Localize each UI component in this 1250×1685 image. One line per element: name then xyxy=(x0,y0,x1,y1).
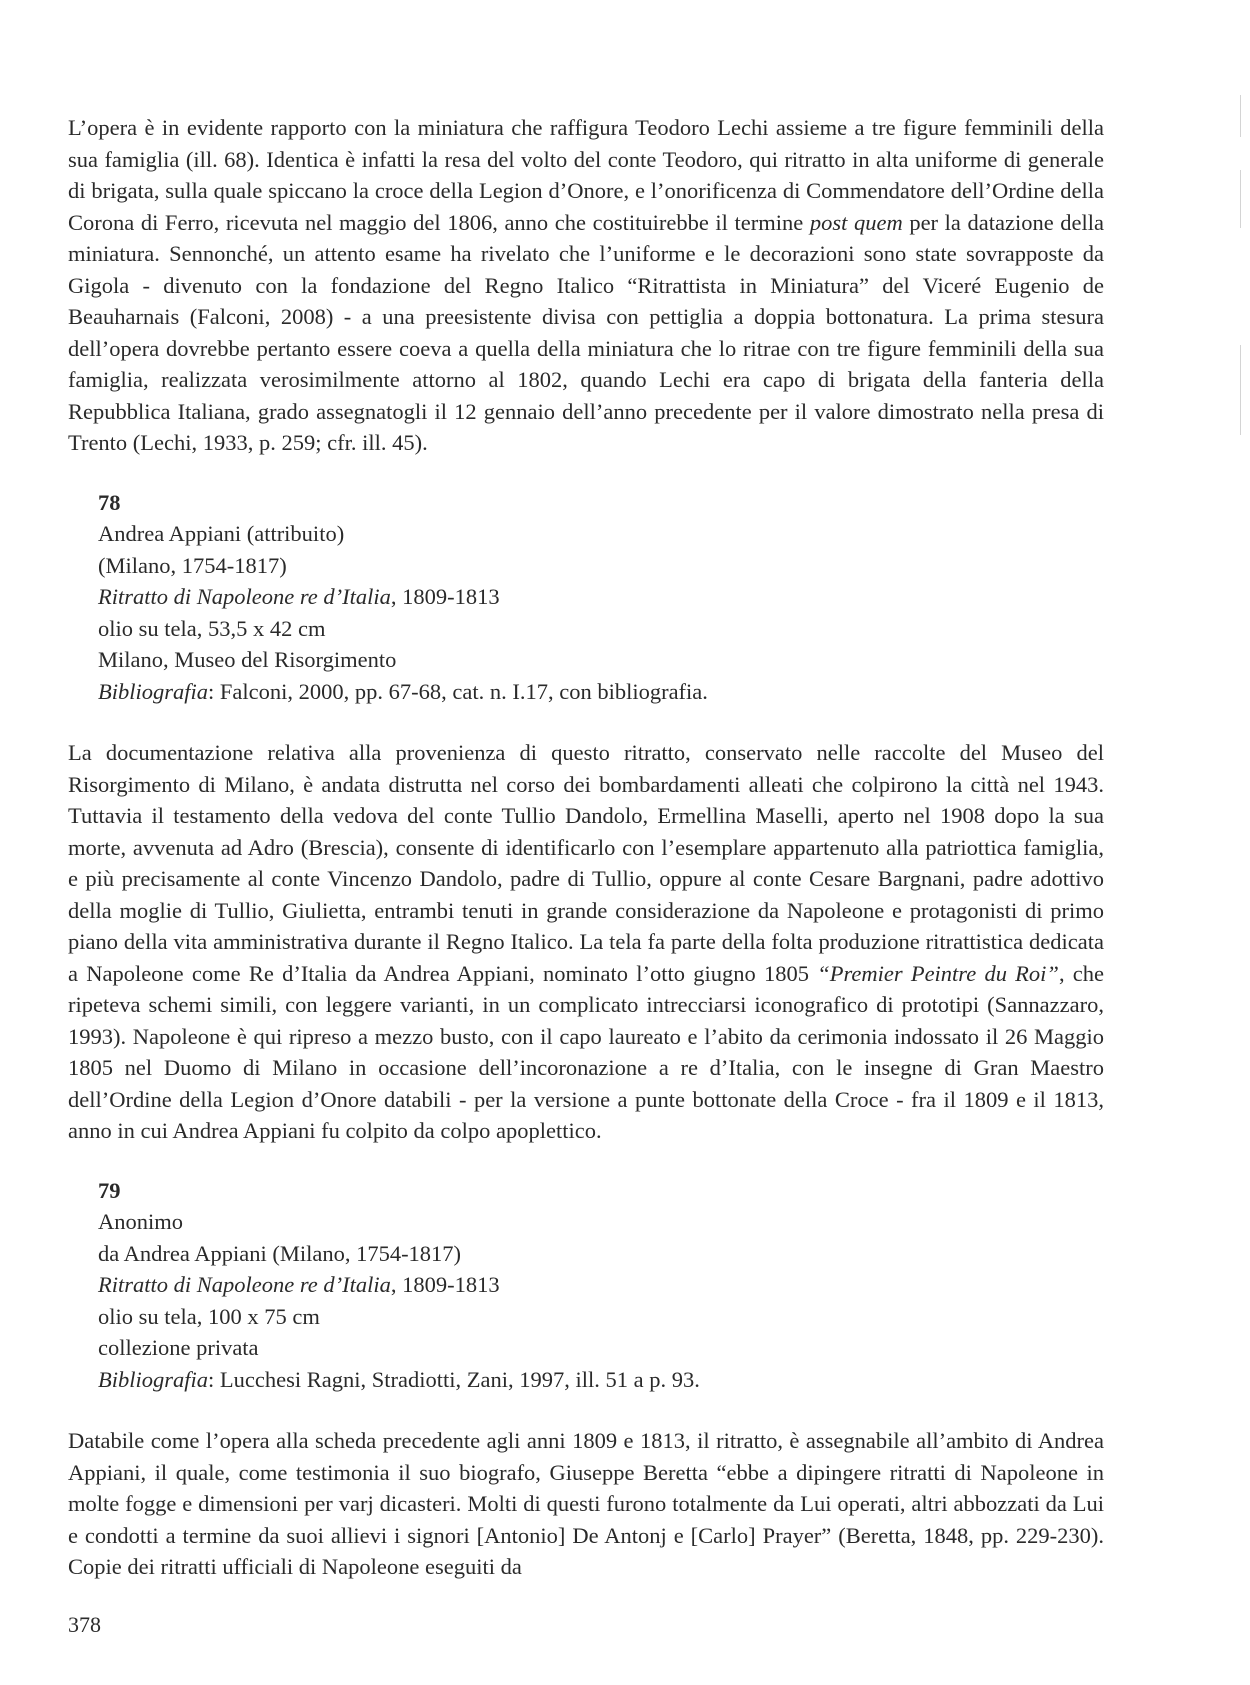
entry-bibliography-text: : Falconi, 2000, pp. 67-68, cat. n. I.17, con bibliografia. xyxy=(208,678,708,704)
paragraph-78-italic: “Premier Peintre du Roi” xyxy=(817,960,1059,986)
entry-location: collezione privata xyxy=(98,1335,259,1360)
catalogue-entry-79 xyxy=(98,1175,1104,1396)
entry-title-italic: Ritratto di Napoleone re d’Italia xyxy=(98,584,391,609)
scan-edge-mark xyxy=(1240,170,1241,228)
entry-bibliography-label: Bibliografia xyxy=(98,1366,209,1392)
scan-edge-mark xyxy=(1240,95,1241,137)
paragraph-79-commentary: Databile come l’opera alla scheda precedente agli anni 1809 e 1813, il ritratto, è assegnabile all’ambito di Andrea Appiani, il quale, come testimonia il suo biografo, Giuseppe Beretta “ebbe a dipingere ritratti di Napoleone in molte fogge e dimensioni per varj dicasteri. Molti di questi furono totalmente da Lui operati, altri abbozzati da Lui e condotti a termine da suoi allievi i signori [Antonio] De Antonj e [Carlo] Prayer” (Beretta, 1848, pp. 229-230). Copie dei ritratti ufficiali di Napoleone eseguiti da xyxy=(68,1428,1104,1579)
paragraph-intro-italic: post quem xyxy=(809,209,903,235)
catalogue-entry-78 xyxy=(98,487,1104,708)
page-body xyxy=(68,112,1104,1583)
entry-title xyxy=(98,1269,1104,1301)
entry-bibliography-label: Bibliografia xyxy=(98,678,209,704)
paragraph-intro-text: L’opera è in evidente rapporto con la miniatura che raffigura Teodoro Lechi assieme a tre figure femminili della sua famiglia (ill. 68). Identica è infatti la resa del volto del conte Teodoro, qui ritratto in alta uniforme di generale di brigata, sulla quale spiccano la croce della Legion d’Onore, e l’onorificenza di Commendatore dell’Ordine della Corona di Ferro, ricevuta nel maggio del 1806, anno che costituirebbe il termine xyxy=(68,115,1104,235)
entry-artist-dates: (Milano, 1754-1817) xyxy=(98,552,287,578)
entry-medium: olio su tela, 100 x 75 cm xyxy=(98,1303,320,1329)
entry-number: 78 xyxy=(98,489,121,515)
paragraph-intro xyxy=(68,112,1104,459)
entry-bibliography-text: : Lucchesi Ragni, Stradiotti, Zani, 1997, ill. 51 a p. 93. xyxy=(208,1366,700,1392)
paragraph-78-text-a: La documentazione relativa alla provenienza di questo ritratto, conservato nelle raccolte del Museo del Risorgimento di Milano, è andata distrutta nel corso dei bombardamenti alleati che colpirono la città nel 1943. Tuttavia il testamento della vedova del conte Tullio Dandolo, Ermellina Maselli, aperto nel 1908 dopo la sua morte, avvenuta ad Adro (Brescia), consente di identificarlo con l’esemplare appartenuto alla patriottica famiglia, e più precisamente al conte Vincenzo Dandolo, padre di Tullio, oppure al conte Cesare Bargnani, padre adottivo della moglie di Tullio, Giulietta, entrambi tenuti in grande considerazione da Napoleone e protagonisti di primo piano della vita amministrativa durante il Regno Italico. La tela fa parte della folta produzione ritrattistica dedicata a Napoleone come Re d’Italia da Andrea Appiani, nominato l’otto giugno 1805 xyxy=(68,740,1104,986)
paragraph-78-commentary xyxy=(68,737,1104,1147)
scan-edge-mark xyxy=(1240,345,1241,435)
entry-artist-dates: da Andrea Appiani (Milano, 1754-1817) xyxy=(98,1240,462,1266)
entry-location: Milano, Museo del Risorgimento xyxy=(98,647,397,672)
entry-title-italic: Ritratto di Napoleone re d’Italia xyxy=(98,1272,391,1297)
entry-title-date: , 1809-1813 xyxy=(390,584,500,609)
entry-medium: olio su tela, 53,5 x 42 cm xyxy=(98,615,326,641)
entry-bibliography xyxy=(98,1364,1104,1396)
page-number: 378 xyxy=(68,1612,101,1637)
paragraph-intro-rest: per la datazione della miniatura. Sennonché, un attento esame ha rivelato che l’uniforme e le decorazioni sono state sovrapposte da Gigola - divenuto con la fondazione del Regno Italico “Ritrattista in Miniatura” del Viceré Eugenio de Beauharnais (Falconi, 2008) - a una preesistente divisa con pettiglia a doppia bottonatura. La prima stesura dell’opera dovrebbe pertanto essere coeva a quella della miniatura che lo ritrae con tre figure femminili della sua famiglia, realizzata verosimilmente attorno al 1802, quando Lechi era capo di brigata della fanteria della Repubblica Italiana, grado assegnatogli il 12 gennaio dell’anno precedente per il valore dimostrato nella presa di Trento (Lechi, 1933, p. 259; cfr. ill. 45). xyxy=(68,209,1105,455)
entry-artist: Anonimo xyxy=(98,1209,184,1234)
entry-title-date: , 1809-1813 xyxy=(390,1272,500,1297)
entry-title xyxy=(98,581,1104,613)
paragraph-78-text-b: , che ripeteva schemi simili, con leggere varianti, in un complicato intrecciarsi iconografico di prototipi (Sannazzaro, 1993). Napoleone è qui ripreso a mezzo busto, con il capo laureato e l’abito da cerimonia indossato il 26 Maggio 1805 nel Duomo di Milano in occasione dell’incoronazione a re d’Italia, con le insegne di Gran Maestro dell’Ordine della Legion d’Onore databili - per la versione a punte bottonate della Croce - fra il 1809 e il 1813, anno in cui Andrea Appiani fu colpito da colpo apoplettico. xyxy=(68,960,1105,1143)
entry-artist: Andrea Appiani (attribuito) xyxy=(98,521,345,546)
entry-number: 79 xyxy=(98,1177,121,1203)
entry-bibliography xyxy=(98,676,1104,708)
